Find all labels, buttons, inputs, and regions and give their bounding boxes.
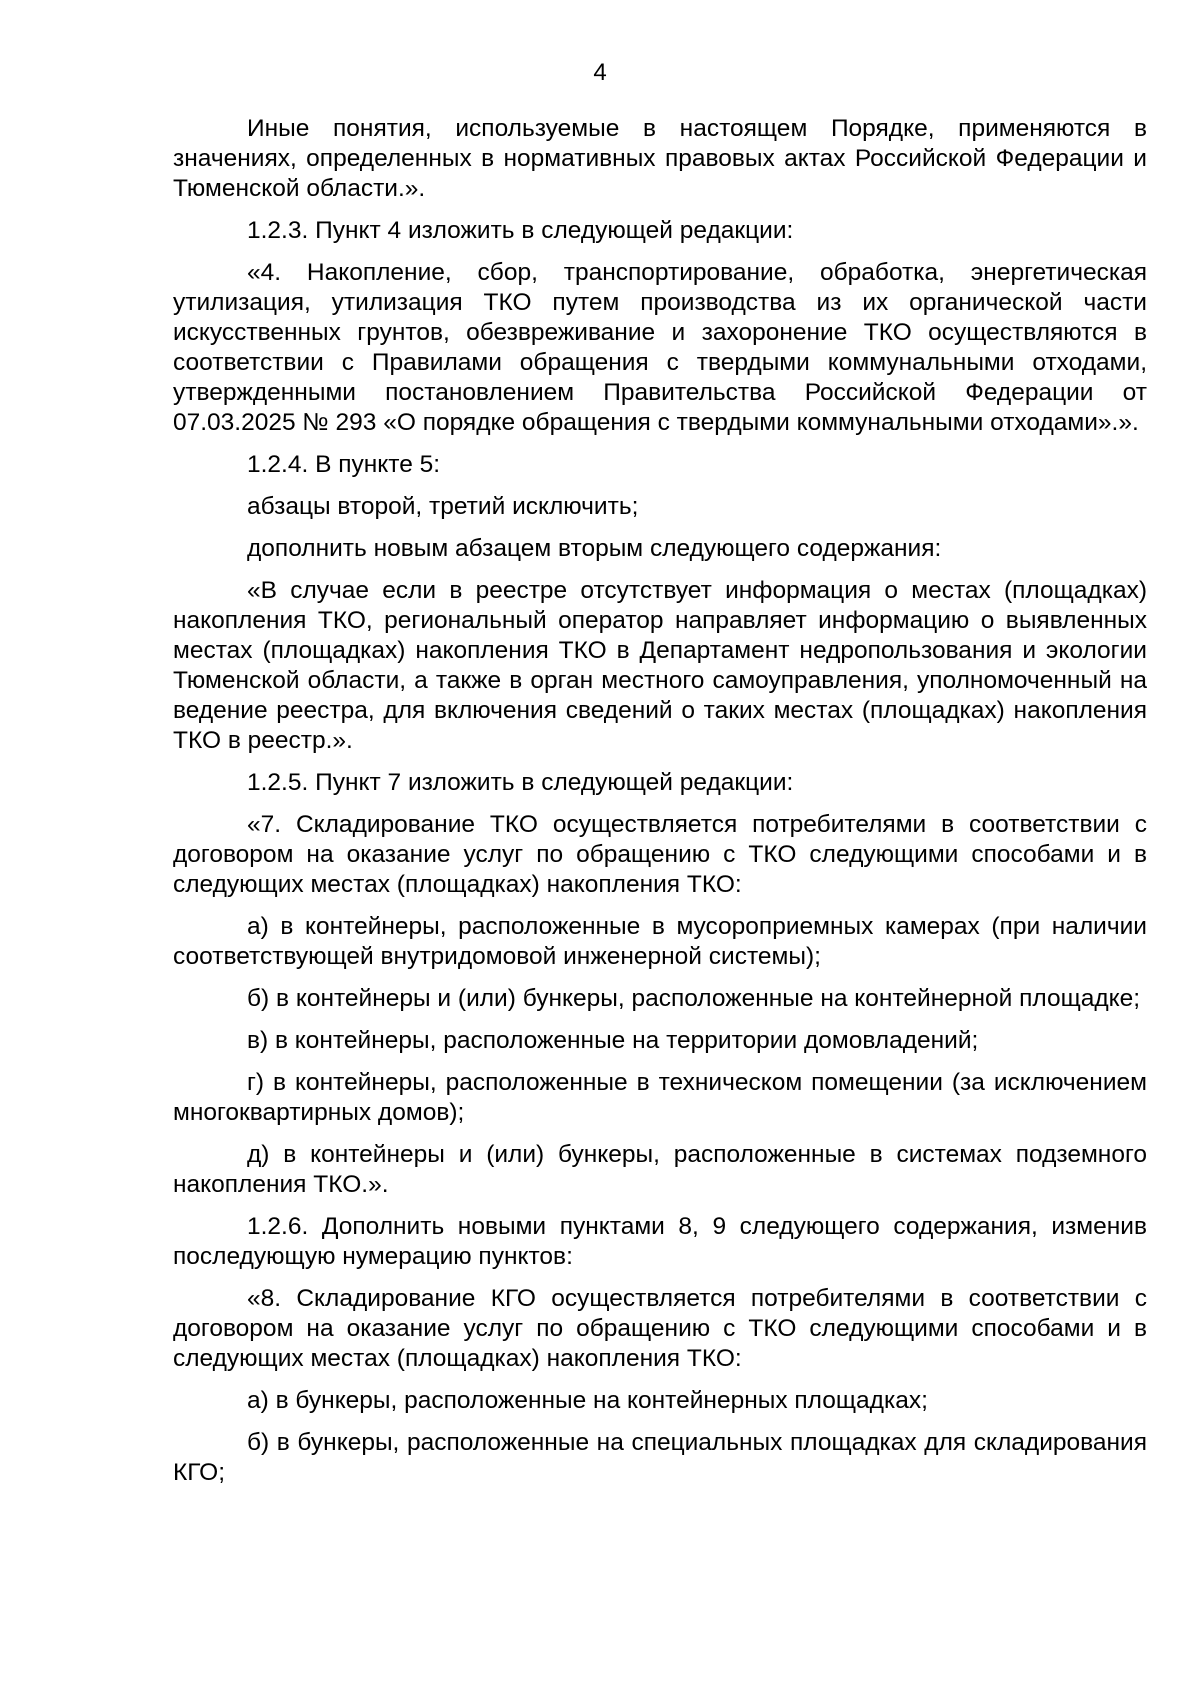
paragraph-point-8: «8. Складирование КГО осуществляется потребителями в соответствии с договором на оказание услуг по обращению с ТКО следующими способами и в следующих местах (площадках) накопления ТКО: (173, 1285, 1147, 1372)
list-item-v: в) в контейнеры, расположенные на территории домовладений; (247, 1027, 979, 1054)
paragraph-1-2-5: 1.2.5. Пункт 7 изложить в следующей редакции: (247, 769, 794, 796)
paragraph-definitions: Иные понятия, используемые в настоящем Порядке, применяются в значениях, определенных в нормативных правовых актах Российской Федерации и Тюменской области.». (173, 115, 1147, 202)
paragraph-exclude: абзацы второй, третий исключить; (247, 493, 639, 520)
paragraph-add-second: дополнить новым абзацем вторым следующего содержания: (247, 535, 942, 562)
page-number: 4 (593, 59, 607, 86)
list-item-b: б) в контейнеры и (или) бункеры, расположенные на контейнерной площадке; (247, 985, 1141, 1012)
paragraph-1-2-4: 1.2.4. В пункте 5: (247, 451, 441, 478)
list-item-d: д) в контейнеры и (или) бункеры, расположенные в системах подземного накопления ТКО.». (173, 1141, 1147, 1198)
paragraph-point-4: «4. Накопление, сбор, транспортирование, обработка, энергетическая утилизация, утилизация ТКО путем производства из их органической части искусственных грунтов, обезвреживание и захоронение ТКО осуществляются в соответствии с Правилами обращения с твердыми коммунальными отходами, утвержденными постановлением Правительства Российской Федерации от 07.03.2025 № 293 «О порядке обращения с твердыми коммунальными отходами».». (173, 259, 1147, 436)
paragraph-1-2-3: 1.2.3. Пункт 4 изложить в следующей редакции: (247, 217, 794, 244)
list-item-a: а) в контейнеры, расположенные в мусороприемных камерах (при наличии соответствующей внутридомовой инженерной системы); (173, 913, 1147, 970)
list-item-a-kgo: а) в бункеры, расположенные на контейнерных площадках; (247, 1387, 928, 1414)
paragraph-registry-case: «В случае если в реестре отсутствует информация о местах (площадках) накопления ТКО, региональный оператор направляет информацию о выявленных местах (площадках) накопления ТКО в Департамент недропользования и экологии Тюменской области, а также в орган местного самоуправления, уполномоченный на ведение реестра, для включения сведений о таких местах (площадках) накопления ТКО в реестр.». (173, 577, 1147, 754)
paragraph-1-2-6: 1.2.6. Дополнить новыми пунктами 8, 9 следующего содержания, изменив последующую нумерацию пунктов: (173, 1213, 1147, 1270)
list-item-g: г) в контейнеры, расположенные в техническом помещении (за исключением многоквартирных домов); (173, 1069, 1147, 1126)
list-item-b-kgo: б) в бункеры, расположенные на специальных площадках для складирования КГО; (173, 1429, 1147, 1486)
paragraph-point-7: «7. Складирование ТКО осуществляется потребителями в соответствии с договором на оказание услуг по обращению с ТКО следующими способами и в следующих местах (площадках) накопления ТКО: (173, 811, 1147, 898)
document-body (173, 114, 1147, 1500)
